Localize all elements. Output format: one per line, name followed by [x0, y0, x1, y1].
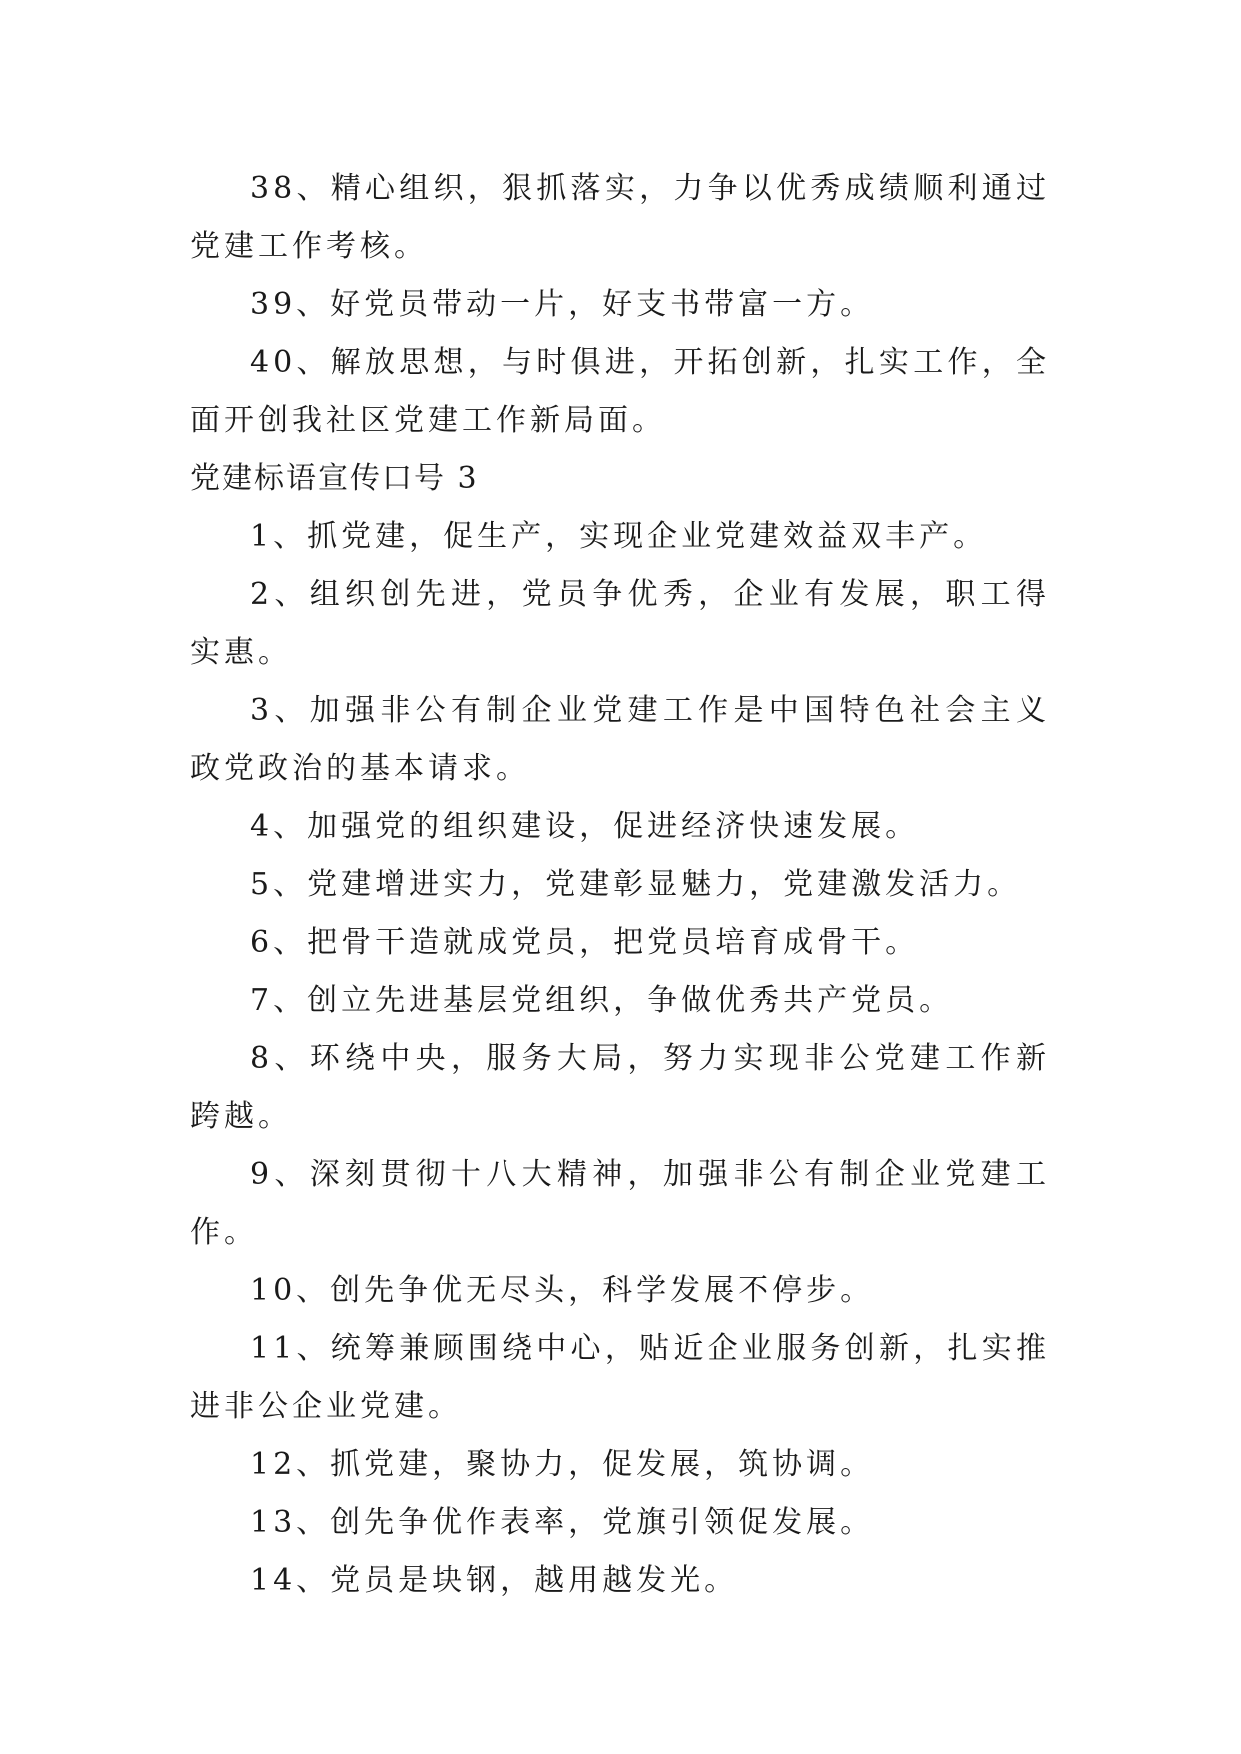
paragraph-39: 39、好党员带动一片，好支书带富一方。 [250, 287, 875, 322]
document-body [190, 160, 1050, 1610]
paragraph-11: 11、统筹兼顾围绕中心，贴近企业服务创新，扎实推进非公企业党建。 [190, 1331, 1050, 1424]
paragraph-8: 8、环绕中央，服务大局，努力实现非公党建工作新跨越。 [190, 1041, 1050, 1134]
paragraph-6: 6、把骨干造就成党员，把党员培育成骨干。 [250, 925, 920, 960]
paragraph-7: 7、创立先进基层党组织，争做优秀共产党员。 [250, 983, 954, 1018]
paragraph-14: 14、党员是块钢，越用越发光。 [250, 1563, 739, 1598]
paragraph-10: 10、创先争优无尽头，科学发展不停步。 [250, 1273, 875, 1308]
paragraph-2: 2、组织创先进，党员争优秀，企业有发展，职工得实惠。 [190, 577, 1050, 670]
paragraph-9: 9、深刻贯彻十八大精神，加强非公有制企业党建工作。 [190, 1157, 1050, 1250]
paragraph-5: 5、党建增进实力，党建彰显魅力，党建激发活力。 [250, 867, 1022, 902]
paragraph-38: 38、精心组织，狠抓落实，力争以优秀成绩顺利通过党建工作考核。 [190, 171, 1050, 264]
paragraph-12: 12、抓党建，聚协力，促发展，筑协调。 [250, 1447, 875, 1482]
paragraph-40: 40、解放思想，与时俱进，开拓创新，扎实工作，全面开创我社区党建工作新局面。 [190, 345, 1050, 438]
paragraph-1: 1、抓党建，促生产，实现企业党建效益双丰产。 [250, 519, 988, 554]
paragraph-13: 13、创先争优作表率，党旗引领促发展。 [250, 1505, 875, 1540]
paragraph-4: 4、加强党的组织建设，促进经济快速发展。 [250, 809, 920, 844]
paragraph-3: 3、加强非公有制企业党建工作是中国特色社会主义政党政治的基本请求。 [190, 693, 1050, 786]
section-heading: 党建标语宣传口号 3 [190, 461, 479, 496]
